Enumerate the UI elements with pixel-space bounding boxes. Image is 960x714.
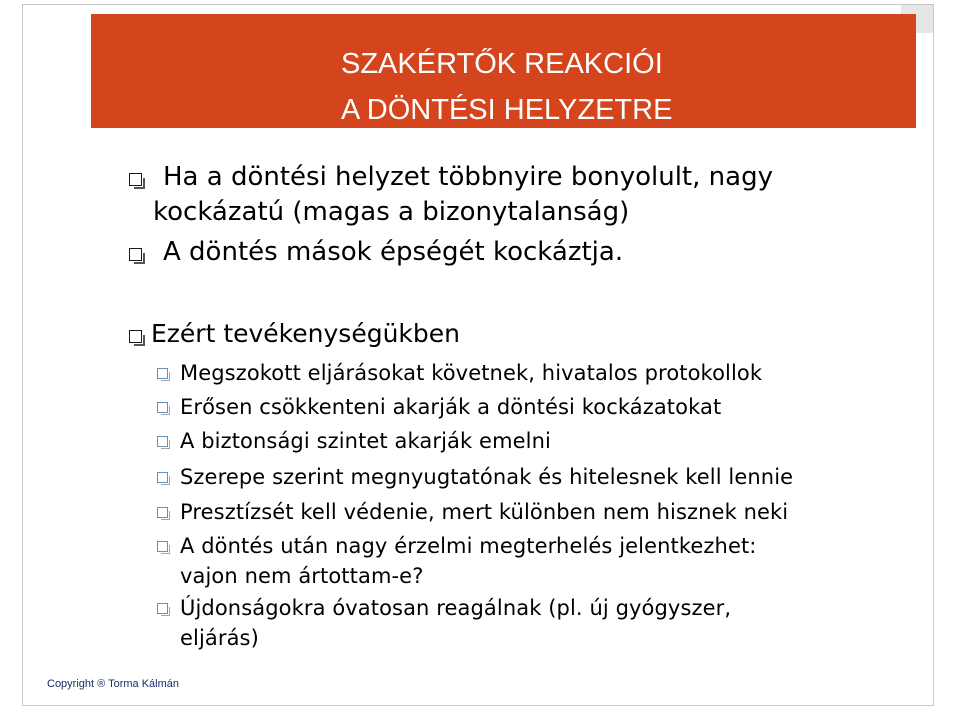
sub-item-7-line-1: Újdonságokra óvatosan reagálnak (pl. új gyógyszer,: [180, 596, 732, 620]
bullet-1-line-2: kockázatú (magas a bizonytalanság): [153, 197, 630, 227]
sub-item-6-line-1: A döntés után nagy érzelmi megterhelés jelentkezhet:: [180, 534, 757, 558]
bullet-1-line-1: Ha a döntési helyzet többnyire bonyolult, nagy: [163, 162, 773, 192]
sub-item-2-text: Erősen csökkenteni akarják a döntési kockázatokat: [180, 395, 722, 419]
checkbox-bullet-icon: [157, 603, 168, 614]
title-line-2: A DÖNTÉSI HELYZETRE: [341, 94, 673, 126]
title-line-1: SZAKÉRTŐK REAKCIÓI: [341, 48, 663, 80]
section-heading-text: Ezért tevékenységükben: [151, 319, 460, 348]
bullet-2-text: A döntés mások épségét kockáztja.: [163, 237, 624, 267]
checkbox-bullet-icon: [157, 541, 168, 552]
checkbox-bullet-icon: [157, 507, 168, 518]
checkbox-bullet-icon: [129, 330, 142, 343]
sub-item-7-line-2: eljárás): [180, 626, 259, 650]
sub-item-5-text: Presztízsét kell védenie, mert különben nem hisznek neki: [180, 500, 789, 524]
checkbox-bullet-icon: [129, 248, 142, 261]
sub-item-4-text: Szerepe szerint megnyugtatónak és hitelesnek kell lennie: [180, 465, 794, 489]
checkbox-bullet-icon: [157, 402, 168, 413]
checkbox-bullet-icon: [157, 472, 168, 483]
title-banner: [91, 14, 916, 128]
checkbox-bullet-icon: [157, 436, 168, 447]
checkbox-bullet-icon: [157, 368, 168, 379]
checkbox-bullet-icon: [129, 173, 142, 186]
sub-item-3-text: A biztonsági szintet akarják emelni: [180, 429, 551, 453]
copyright-footer: Copyright ® Torma Kálmán: [47, 678, 180, 690]
sub-item-1-text: Megszokott eljárásokat követnek, hivatalos protokollok: [180, 361, 763, 385]
sub-item-6-line-2: vajon nem ártottam-e?: [180, 564, 424, 588]
